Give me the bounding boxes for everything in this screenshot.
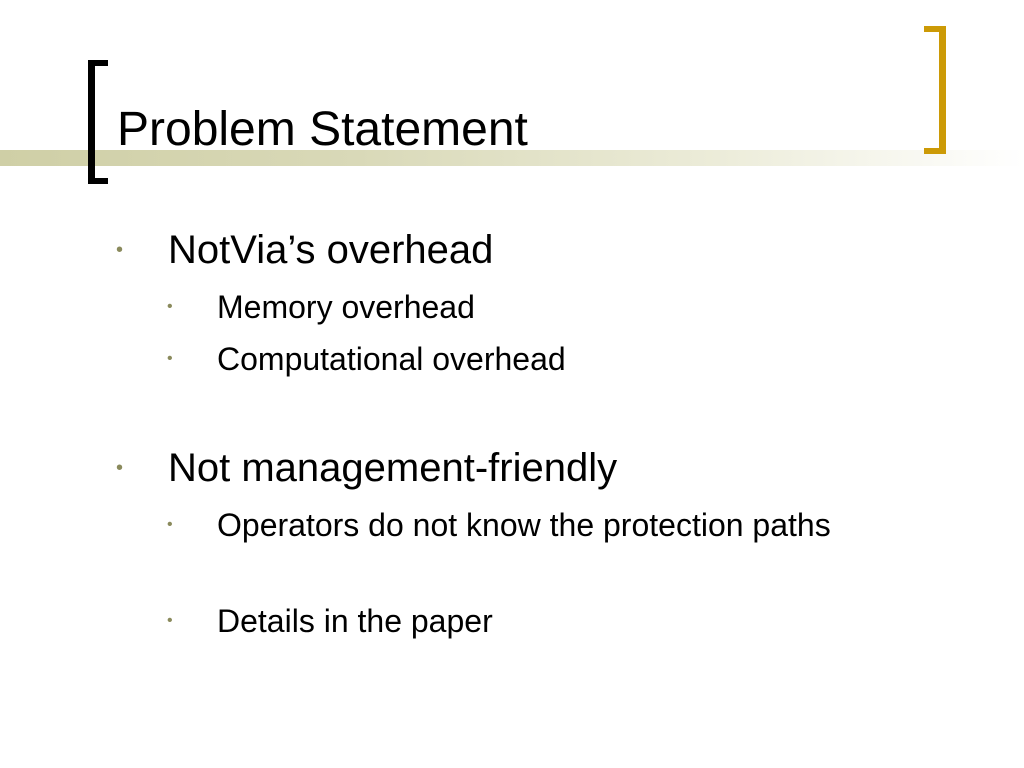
bullet-dot: •: [167, 350, 173, 367]
sub-bullet-text: Details in the paper: [217, 603, 493, 639]
bullet-text: Not management-friendly: [168, 446, 618, 490]
bullet-dot: •: [167, 298, 173, 315]
slide-title: Problem Statement: [117, 103, 528, 156]
bullet-item: [116, 228, 494, 272]
sub-bullet-text: Memory overhead: [217, 289, 475, 325]
sub-bullet-item: [167, 338, 566, 380]
bullet-dot: •: [167, 612, 173, 629]
bullet-dot: •: [167, 516, 173, 533]
bullet-dot: •: [116, 457, 124, 479]
bullet-item: [116, 446, 618, 490]
sub-bullet-text: Operators do not know the protection paths: [217, 507, 831, 543]
bullet-text: NotVia’s overhead: [168, 228, 494, 272]
sub-bullet-item: [167, 286, 475, 328]
left-bracket-decoration: [88, 60, 108, 184]
sub-bullet-text: Computational overhead: [217, 341, 566, 377]
sub-bullet-item: [167, 504, 897, 546]
sub-bullet-item: [167, 600, 493, 642]
right-bracket-decoration: [924, 26, 946, 154]
bullet-dot: •: [116, 239, 124, 261]
